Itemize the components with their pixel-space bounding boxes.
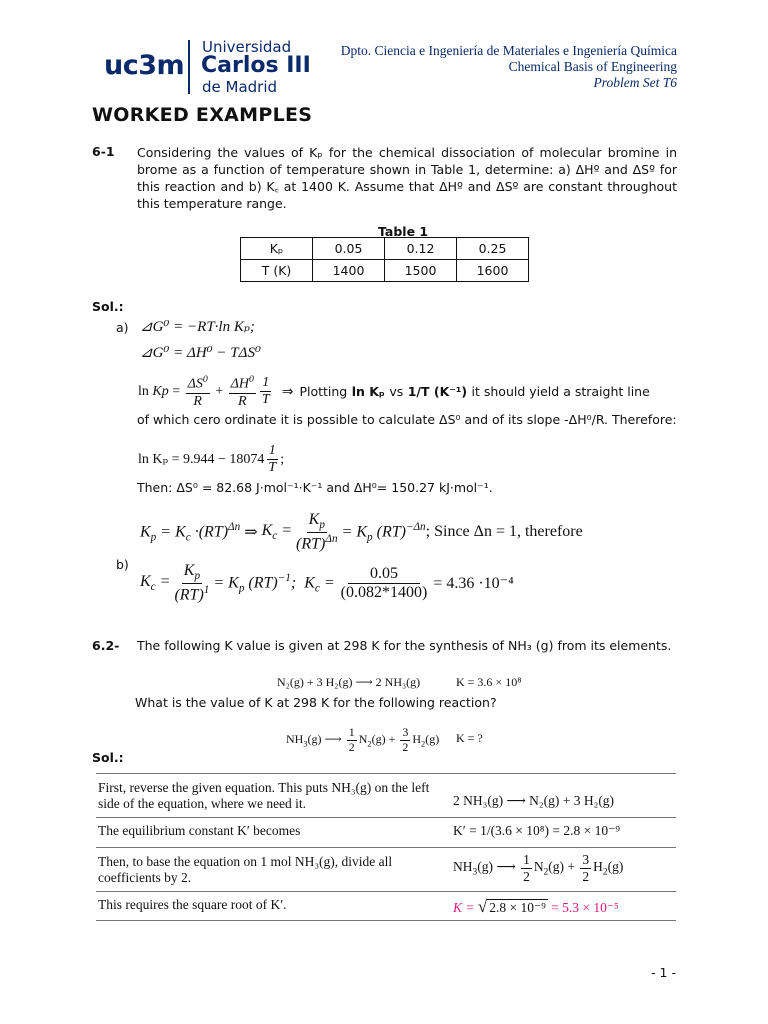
step2-text: The equilibrium constant K′ becomes (98, 823, 301, 838)
uc3m-logo (98, 38, 330, 96)
fraction: $\frac{3}{2}$ (582, 852, 590, 884)
problem1-sol-label: Sol.: (92, 299, 124, 314)
step1-text: First, reverse the given equation. This puts NH₃(g) on the left side of the equation, where we need it. (98, 780, 430, 812)
step-row-1 (98, 780, 678, 822)
vant-hoff-lhs: ln Kp = (138, 383, 184, 399)
arrow-right-icon: ⇒ (281, 383, 294, 400)
step2-equation: K′ = 1/(3.6 × 10⁸) = 2.8 × 10⁻⁹ (453, 823, 620, 838)
table-cell: 0.05 (313, 238, 385, 260)
step4-text: This requires the square root of K′. (98, 897, 287, 912)
table-cell: 1400 (313, 260, 385, 282)
problem2-statement: The following K value is given at 298 K for the synthesis of NH₃ (g) from its elements. (137, 638, 672, 653)
part-a-label: a) (116, 320, 129, 335)
header-department: Dpto. Ciencia e Ingeniería de Materiales e Ingeniería Química (340, 43, 677, 58)
table1-title: Table 1 (378, 224, 429, 239)
target-equation: $NH_3(g)$ ⟶ $\frac{1}{2}$ $N_2(g)$ + $\frac{3}{2}$ $H_2(g)$ (286, 725, 440, 754)
fraction: $\frac{1}{2}$ (523, 852, 530, 884)
logo-university-line1: Universidad (202, 38, 292, 56)
header-course: Chemical Basis of Engineering (508, 59, 677, 74)
problem2-number: 6.2- (92, 638, 120, 653)
part-b-label: b) (116, 557, 129, 572)
logo-university-line3: de Madrid (202, 78, 278, 96)
logo-university-line2: Carlos III (201, 53, 311, 78)
step4-result: = 5.3 × 10⁻⁵ (551, 900, 619, 915)
step-row-4 (98, 897, 678, 921)
equation-vant-hoff: ln Kp = $\frac{\Delta S^0}{R}$ + $\frac{\Delta H^0}{R}$ $\frac{1}{T}$ ⇒ Plotting ln Kₚ vs 1/T (K⁻¹) it should yield a straight line (138, 374, 650, 409)
kc-numerator: 0.05 (348, 565, 420, 584)
since-text: ; Since Δn = 1, therefore (425, 523, 583, 541)
step3-text: Then, to base the equation on 1 mol NH₃(g), divide all coefficients by 2. (98, 854, 393, 886)
step-row-2 (98, 823, 678, 847)
table-cell: 1600 (457, 260, 529, 282)
step1-equation: 2 NH₃(g) ⟶ N₂(g) + 3 H₂(g) (453, 793, 615, 808)
step3-equation: $NH_3(g)$ ⟶ $\frac{1}{2}$ $N_2(g)$ + $\frac{3}{2}$ $H_2(g)$ (453, 852, 624, 884)
plotting-post: it should yield a straight line (471, 384, 650, 400)
fraction: $\frac{K_p}{(RT)^1}$ (174, 562, 210, 604)
fraction: $\frac{1}{T}$ (268, 443, 277, 476)
equation-kc-result: $K_c$ = $\frac{K_p}{(RT)^1}$ = $K_p$ (RT)$^{-1}$; $K_c$ = $\frac{0.05}{(0.082*1400)}$ = 4.36 ·10⁻⁴ (140, 562, 514, 604)
fraction: $\frac{\Delta H^0}{R}$ (230, 374, 254, 409)
equation-dg-dh: ⊿G⁰ = ΔH⁰ − TΔS⁰ (140, 345, 261, 361)
given-equation: N₂(g) + 3 H₂(g) ⟶ 2 NH₃(g) (277, 675, 421, 689)
kc-result: = 4.36 ·10⁻⁴ (433, 575, 514, 593)
table-row (241, 238, 529, 260)
header-problem-set: Problem Set T6 (593, 75, 677, 90)
problem2-question: What is the value of K at 298 K for the following reaction? (135, 695, 497, 710)
fraction (339, 565, 430, 603)
divider (96, 773, 676, 774)
plotting-vs: vs (389, 384, 404, 400)
table-cell: 1500 (385, 260, 457, 282)
fraction: $\frac{3}{2}$ (402, 725, 409, 754)
divider (96, 920, 676, 921)
plotting-bold2: 1/T (K⁻¹) (407, 384, 468, 400)
divider (96, 817, 676, 818)
page-number: - 1 - (651, 965, 676, 980)
step4-k: K = (453, 900, 475, 915)
divider (96, 891, 676, 892)
fraction: $\frac{1}{T}$ (261, 375, 270, 408)
equation-dg-rt: ⊿G⁰ = −RT·ln Kₚ; (140, 319, 255, 335)
equation-fit: ln Kₚ = 9.944 − 18074 $\frac{1}{T}$ ; (138, 443, 285, 476)
problem1-number: 6-1 (92, 144, 115, 159)
fraction: $\frac{K_p}{(RT)^{\Delta n}}$ (296, 511, 338, 553)
ordinate-text: of which cero ordinate it is possible to calculate ΔS⁰ and of its slope -ΔH⁰/R. Therefore: (137, 412, 677, 427)
problem2-sol-label: Sol.: (92, 750, 124, 765)
page-title: WORKED EXAMPLES (92, 104, 313, 126)
fraction: $\frac{\Delta S^0}{R}$ (187, 374, 208, 409)
equation-kp-kc: $K_p = K_c \cdot(RT)^{\Delta n}$ ⇒ $K_c$ = $\frac{K_p}{(RT)^{\Delta n}}$ = $K_p$ (RT)$^{-\Delta n}$ ; Since Δn = 1, therefore (140, 511, 583, 553)
given-k: K = 3.6 × 10⁸ (456, 675, 522, 689)
divider (96, 847, 676, 848)
table-cell-header: Kₚ (241, 238, 313, 260)
table-cell: 0.25 (457, 238, 529, 260)
problem1-statement: Considering the values of Kₚ for the chemical dissociation of molecular bromine in brome as a function of temperature shown in Table 1, determine: a) ΔHº and ΔSº for this reaction and b) K꜀ at 1400 K. Assume that ΔHº and ΔSº are constant throughout this temperature range. (137, 145, 677, 211)
kc-denominator: (0.082*1400) (340, 583, 428, 601)
plotting-bold1: ln Kₚ (351, 384, 385, 400)
table-row (241, 260, 529, 282)
step4-root: 2.8 × 10⁻⁹ (489, 900, 546, 915)
logo-divider (188, 40, 190, 94)
target-k: K = ? (456, 731, 483, 745)
fraction: $\frac{1}{2}$ (348, 725, 355, 754)
then-text: Then: ΔS⁰ = 82.68 J·mol⁻¹·K⁻¹ and ΔH⁰= 150.27 kJ·mol⁻¹. (137, 480, 493, 495)
fit-lhs: ln Kₚ = 9.944 − 18074 (138, 452, 265, 468)
step4-equation (453, 897, 619, 917)
kp-table (240, 237, 529, 282)
table-cell-header: T (K) (241, 260, 313, 282)
step-row-3 (98, 854, 678, 896)
plotting-pre: Plotting (299, 384, 348, 400)
sqrt-icon: √ (477, 897, 488, 916)
logo-text: uc3m (104, 50, 185, 81)
table-cell: 0.12 (385, 238, 457, 260)
